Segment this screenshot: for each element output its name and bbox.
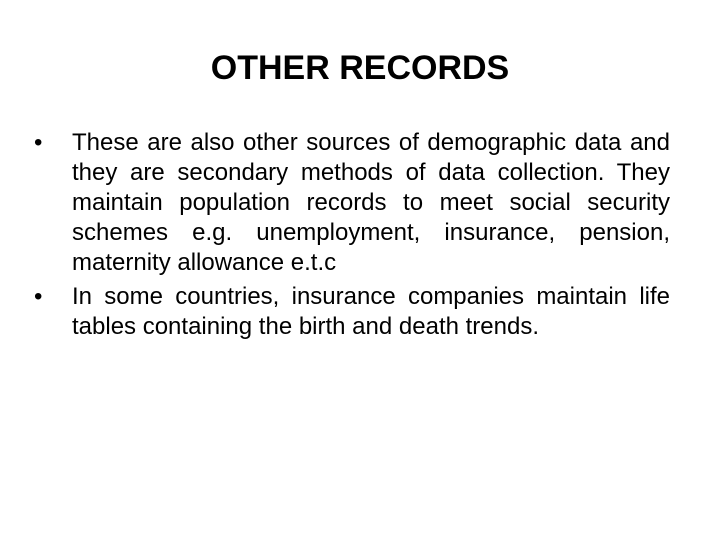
bullet-text: In some countries, insurance companies maintain life tables containing the birth and death trends. xyxy=(72,283,670,340)
bullet-item xyxy=(34,282,670,342)
bullet-item xyxy=(34,128,670,278)
bullet-marker: • xyxy=(34,283,43,310)
bullet-text: These are also other sources of demographic data and they are secondary methods of data collection. They maintain population records to meet social security schemes e.g. unemployment, insurance, pension, maternity allowance e.t.c xyxy=(72,129,670,276)
bullet-marker: • xyxy=(34,129,43,156)
bullet-list xyxy=(34,128,670,346)
slide-title: OTHER RECORDS xyxy=(210,49,510,87)
